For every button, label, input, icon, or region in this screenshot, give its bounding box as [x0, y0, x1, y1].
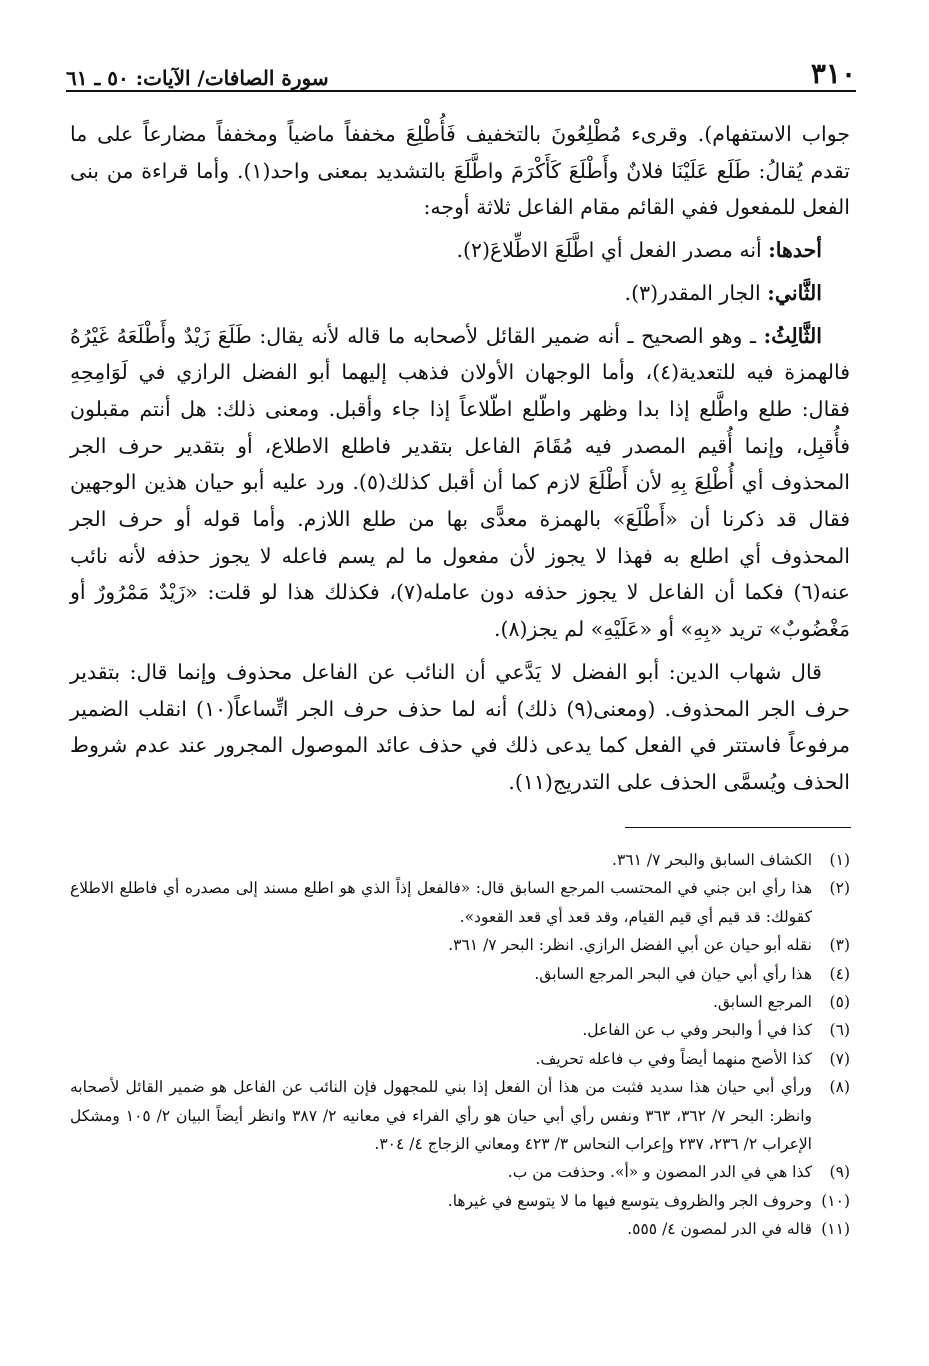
- page-header: [66, 50, 856, 88]
- paragraph: جواب الاستفهام). وقرىء مُطْلِعُونَ بالتخفيف فَأُطْلِعَ مخففاً ماضياً ومخففاً مضارعاً على ما تقدم يُقالُ: طَلَع عَلَيْنَا فلانٌ وأَطْلَعَ كَأَكْرَمَ واطَّلَعَ بالتشديد بمعنى واحد(١). وأما قراءة من بنى الفعل للمفعول ففي القائم مقام الفاعل ثلاثة أوجه:: [70, 122, 850, 220]
- footnote: [70, 1158, 850, 1186]
- footnote: [70, 874, 850, 931]
- footnote-text: كذا الأصح منهما أيضاً وفي ب فاعله تحريف.: [535, 1049, 812, 1068]
- paragraph-text: الجار المقدر(٣).: [624, 280, 768, 305]
- footnote: [70, 988, 850, 1016]
- main-text: [70, 116, 850, 801]
- paragraph-text: ـ وهو الصحيح ـ أنه ضمير القائل لأصحابه ما قاله لأنه يقال: طَلَعَ زَيْدٌ وأَطْلَعَهُ غَيْرُهُ فالهمزة فيه للتعدية(٤)، وأما الوجهان الأولان فذهب إليهما أبو الفضل الرازي في لَوَامِحِهِ فقال: طلع واطَّلع إذا بدا وظهر واطّلع اطّلاعاً إذا جاء وأقبل. ومعنى ذلك: هل أنتم مقبلون فأُقبِل، وإنما أُقيم المصدر فيه مُقَامَ الفاعل بتقدير فاطلع الاطلاع، أو بتقدير حرف الجر المحذوف أي أُطْلِعَ بِهِ لأن أَطْلَعَ لازم كما أن أقبل كذلك(٥). ورد عليه أبو حيان هذين الوجهين فقال قد ذكرنا أن «أَطْلَعَ» بالهمزة معدًّى بها من طلع اللازم. وأما قوله أو حرف الجر المحذوف أي اطلع به فهذا لا يجوز لأن مفعول ما لم يسم فاعله لا يجوز حذفه لأنه نائب عنه(٦) فكما أن الفاعل لا يجوز حذفه دون عامله(٧)، فكذلك هذا لو قلت: «زَيْدٌ مَمْرُورٌ أو مَغْضُوبٌ» تريد «بِهِ» أو «عَلَيْهِ» لم يجز(٨).: [70, 323, 851, 642]
- footnote: [70, 1045, 850, 1073]
- footnote-number: (٤): [829, 964, 850, 983]
- footnote-number: (٥): [829, 993, 850, 1012]
- footnote-number: (٨): [829, 1078, 850, 1097]
- footnote: [70, 1016, 850, 1044]
- footnote-text: قاله في الدر لمصون ٤/ ٥٥٥.: [627, 1220, 812, 1239]
- paragraph-first-aspect: [70, 232, 850, 269]
- footnote-text: وحروف الجر والظروف يتوسع فيها ما لا يتوسع في غيرها.: [447, 1191, 812, 1210]
- paragraph: قال شهاب الدين: أبو الفضل لا يَدَّعي أن النائب عن الفاعل محذوف وإنما قال: بتقدير حرف الجر المحذوف. (ومعنى(٩) ذلك) أنه لما حذف حرف الجر اتِّساعاً(١٠) انقلب الضمير مرفوعاً فاستتر في الفعل كما يدعى ذلك في حذف عائد الموصول المجرور عند عدم شروط الحذف ويُسمَّى الحذف على التدريج(١١).: [70, 659, 850, 794]
- footnote: [70, 1215, 850, 1243]
- paragraph-lead: الثَّاني:: [767, 280, 822, 305]
- footnotes: [70, 846, 850, 1244]
- footnote-number: (٣): [829, 936, 850, 955]
- paragraph-second-aspect: [70, 275, 850, 312]
- footnote-text: كذا في أ والبحر وفي ب عن الفاعل.: [582, 1021, 812, 1040]
- footnote-text: المرجع السابق.: [712, 993, 812, 1012]
- footnote: [70, 1187, 850, 1215]
- footnote-number: (١): [829, 851, 850, 869]
- footnote: [70, 931, 850, 959]
- footnote-text: هذا رأي أبي حيان في البحر المرجع السابق.: [534, 964, 812, 983]
- footnote-text: كذا هي في الدر المصون و «أ». وحذفت من ب.: [507, 1163, 812, 1182]
- footnote-number: (١١): [821, 1220, 850, 1239]
- footnote-text: هذا رأي ابن جني في المحتسب المرجع السابق قال: «فالفعل إذاً الذي هو اطلع مسند إلى مصدره أي فاطلع الاطلاع كقولك: قد قيم أي قيم القيام، وقد قعد أي قعد القعود».: [70, 879, 812, 926]
- page-number: ٣١٠: [810, 57, 856, 90]
- paragraph-third-aspect: [70, 318, 850, 648]
- footnote: [70, 846, 850, 874]
- header-rule: [66, 90, 856, 92]
- paragraph-lead: أحدها:: [768, 238, 822, 263]
- footnote-number: (٦): [829, 1021, 850, 1040]
- footnote: [70, 1073, 850, 1158]
- footnote-text: ورأي أبي حيان هذا سديد فثبت من هذا أن الفعل إذا بني للمجهول فإن النائب عن الفاعل هو ضمير القائل لأصحابه وانظر: البحر ٧/ ٣٦٢، ٣٦٣ ونفس رأي أبي حيان هو رأي الفراء في معانيه ٢/ ٣٨٧ وانظر أيضاً البيان ٢/ ١٠٥ ومشكل الإعراب ٢/ ٢٣٦، ٢٣٧ وإعراب النحاس ٣/ ٤٢٣ ومعاني الزجاج ٤/ ٣٠٤.: [70, 1078, 813, 1154]
- paragraph-text: أنه مصدر الفعل أي اطَّلَعَ الاطِّلاعَ(٢).: [456, 238, 769, 263]
- footnote-number: (٩): [829, 1163, 850, 1182]
- footnote-separator: [625, 827, 851, 828]
- paragraph-lead: الثَّالِثُ:: [763, 323, 822, 348]
- footnote-text: الكشاف السابق والبحر ٧/ ٣٦١.: [612, 851, 812, 869]
- running-title: سورة الصافات/ الآيات: ٥٠ ـ ٦١: [66, 66, 329, 90]
- footnote-text: نقله أبو حيان عن أبي الفضل الرازي. انظر: البحر ٧/ ٣٦١.: [448, 936, 812, 955]
- footnote-number: (٧): [829, 1049, 850, 1068]
- footnote-number: (٢): [829, 879, 850, 898]
- footnote: [70, 960, 850, 988]
- footnote-number: (١٠): [821, 1191, 850, 1210]
